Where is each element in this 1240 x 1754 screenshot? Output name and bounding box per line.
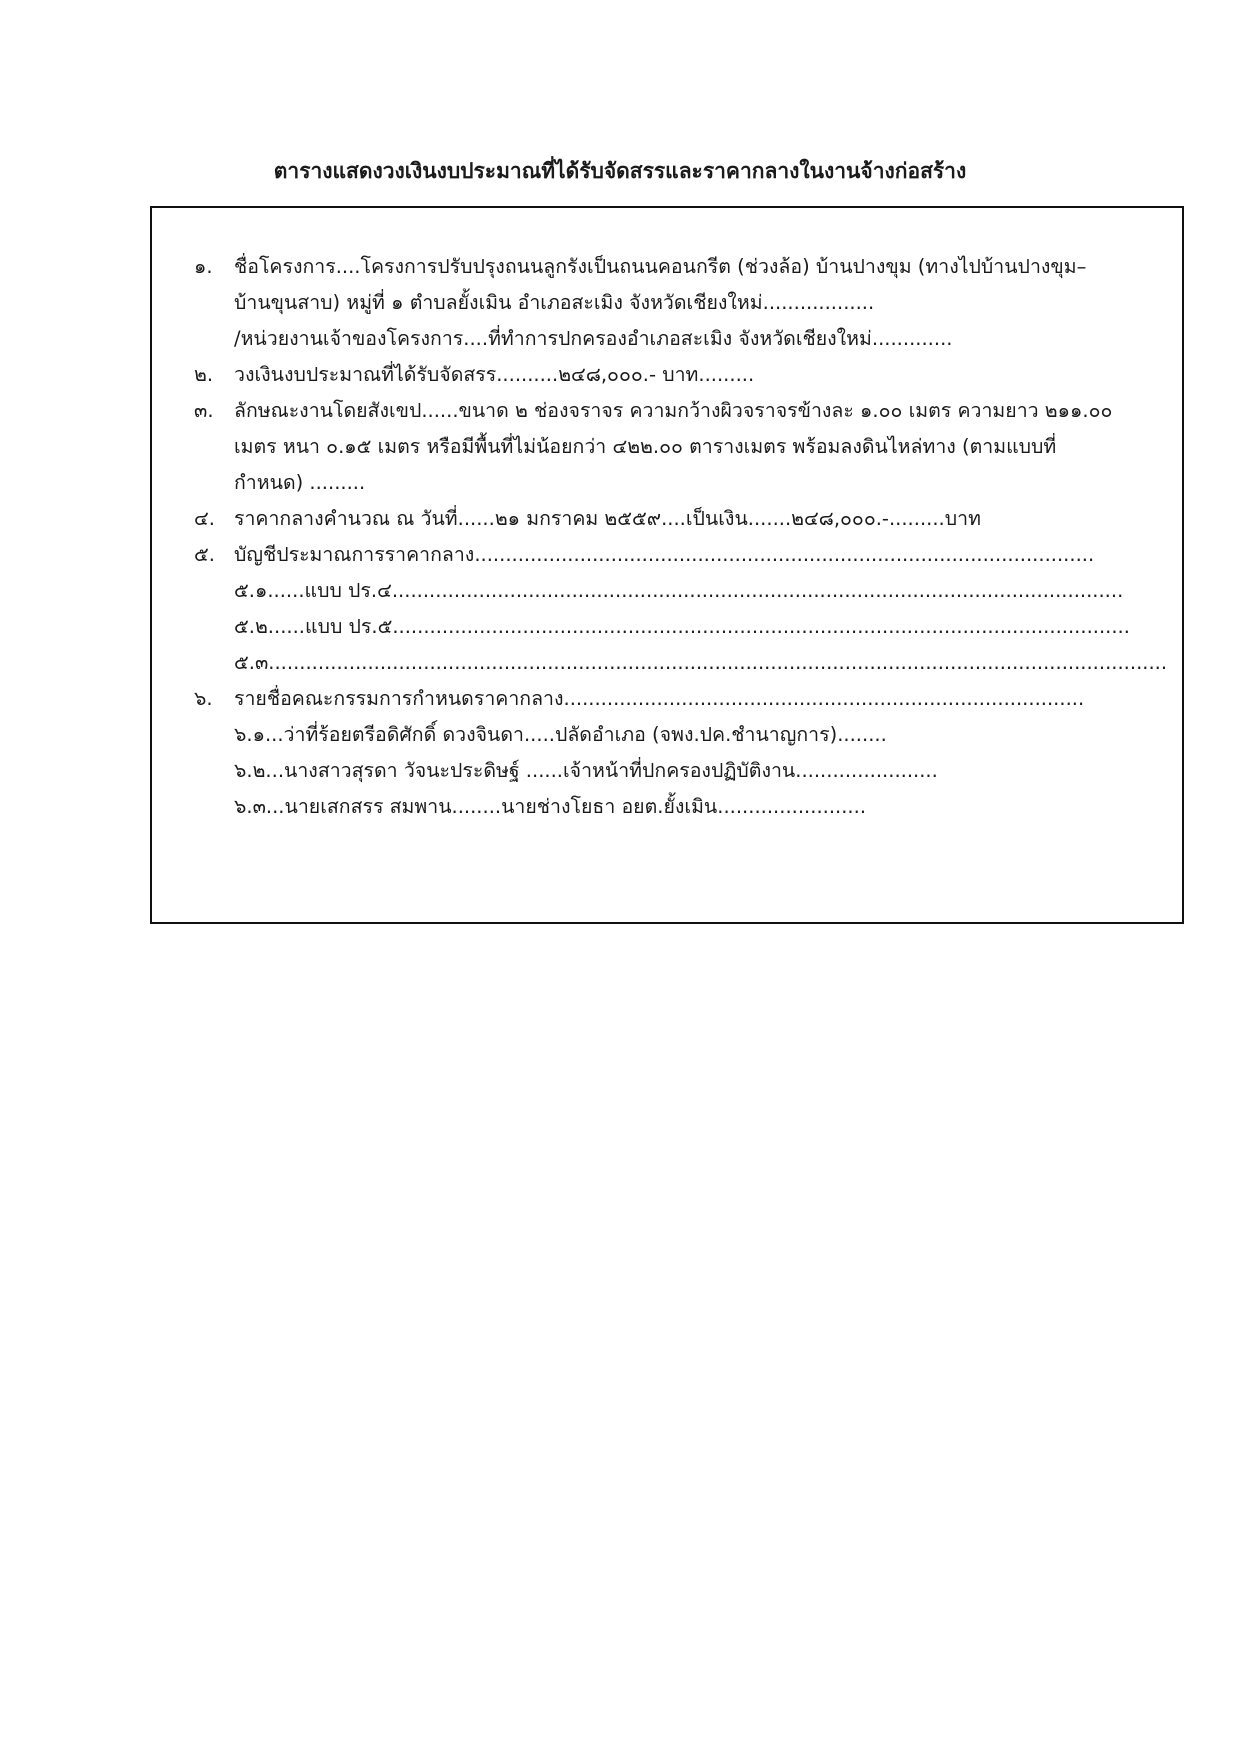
item-number: ๕. (194, 543, 215, 566)
list-item (194, 357, 1174, 393)
sub-item (194, 609, 1174, 645)
sub-item-text: ๖.๒...นางสาวสุรดา วัจนะประดิษฐ์ ......เจ้าหน้าที่ปกครองปฏิบัติงาน....................... (234, 759, 938, 782)
item-text: เมตร หนา ๐.๑๕ เมตร หรือมีพื้นที่ไม่น้อยกว่า ๔๒๒.๐๐ ตารางเมตร พร้อมลงดินไหล่ทาง (ตามแบบที่ (234, 435, 1057, 458)
list-item (194, 501, 1174, 537)
item-text: /หน่วยงานเจ้าของโครงการ....ที่ทำการปกครองอำเภอสะเมิง จังหวัดเชียงใหม่............. (234, 327, 953, 350)
page-title: ตารางแสดงวงเงินงบประมาณที่ได้รับจัดสรรและราคากลางในงานจ้างก่อสร้าง (273, 159, 967, 183)
list-item-continuation (194, 429, 1174, 465)
item-text: กำหนด) ......... (234, 471, 366, 494)
list-item-continuation (194, 321, 1174, 357)
sub-item-text: ๖.๑...ว่าที่ร้อยตรีอดิศักดิ์ ดวงจินดา.....ปลัดอำเภอ (จพง.ปค.ชำนาญการ)........ (234, 723, 887, 746)
sub-item-text: ๕.๓................................................................................................................................................. (234, 651, 1168, 674)
sub-item (194, 645, 1174, 681)
list-item (194, 393, 1174, 429)
item-number: ๔. (194, 507, 215, 530)
item-number: ๒. (194, 363, 214, 386)
sub-item (194, 789, 1174, 825)
item-text: วงเงินงบประมาณที่ได้รับจัดสรร..........๒๔๘,๐๐๐.- บาท......... (234, 363, 755, 386)
sub-item (194, 573, 1174, 609)
sub-item (194, 717, 1174, 753)
list-item (194, 249, 1174, 285)
sub-item-text: ๕.๑......แบบ ปร.๔...................................................................................................................... (234, 579, 1124, 602)
item-number: ๓. (194, 399, 214, 422)
sub-item (194, 753, 1174, 789)
item-text: ราคากลางคำนวณ ณ วันที่......๒๑ มกราคม ๒๕๕๙....เป็นเงิน.......๒๔๘,๐๐๐.-.........บาท (234, 507, 981, 530)
item-number: ๑. (194, 255, 213, 278)
list-item (194, 681, 1174, 717)
item-text: ชื่อโครงการ....โครงการปรับปรุงถนนลูกรังเป็นถนนคอนกรีต (ช่วงล้อ) บ้านปางขุม (ทางไปบ้านปางขุม– (234, 255, 1087, 278)
item-text: บ้านขุนสาบ) หมู่ที่ ๑ ตำบลยั้งเมิน อำเภอสะเมิง จังหวัดเชียงใหม่.................. (234, 291, 875, 314)
list-item-continuation (194, 465, 1174, 501)
list-item (194, 537, 1174, 573)
item-text: รายชื่อคณะกรรมการกำหนดราคากลาง.................................................................................... (234, 687, 1085, 710)
item-text: ลักษณะงานโดยสังเขป......ขนาด ๒ ช่องจราจร ความกว้างผิวจราจรข้างละ ๑.๐๐ เมตร ความยาว ๒๑๑.๐๐ (234, 399, 1113, 422)
item-number: ๖. (194, 687, 213, 710)
document-content (194, 249, 1174, 825)
list-item-continuation (194, 285, 1174, 321)
item-text: บัญชีประมาณการราคากลาง.................................................................................................... (234, 543, 1095, 566)
sub-item-text: ๕.๒......แบบ ปร.๕....................................................................................................................... (234, 615, 1130, 638)
sub-item-text: ๖.๓...นายเสกสรร สมพาน........นายช่างโยธา อยต.ยั้งเมิน........................ (234, 795, 867, 818)
